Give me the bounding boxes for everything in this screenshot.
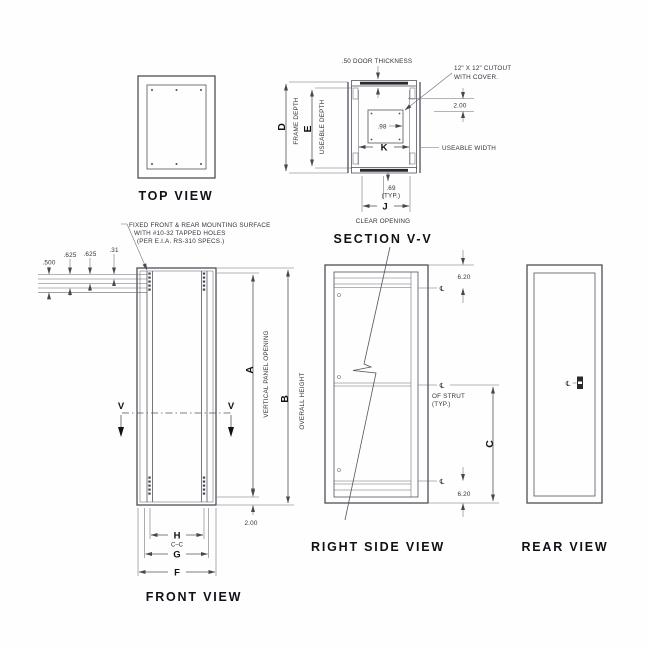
bottom-offset-dim: 6.20 [457, 491, 471, 498]
rear-view-door [534, 273, 595, 496]
centerline-symbol-bottom: ℄ [439, 478, 445, 486]
mounting-note-line3: (PER E.I.A. RS-310 SPECS.) [137, 238, 225, 245]
rear-view [521, 265, 608, 554]
strut-note-line2: (TYP.) [432, 401, 451, 408]
panel-opening-dim-letter: A [244, 366, 256, 374]
dim-31: .31 [109, 247, 119, 254]
frame-depth-dim-letter: D [276, 123, 288, 131]
section-view [276, 58, 511, 246]
top-view [138, 76, 215, 203]
dim-625-b: .625 [83, 251, 97, 258]
right-side-view [311, 247, 499, 554]
strut-span-dim-letter: C [484, 440, 496, 448]
top-view-title: TOP VIEW [138, 189, 214, 203]
clear-opening-dim-letter: J [382, 201, 388, 213]
frame-depth-label: FRAME DEPTH [293, 97, 300, 145]
rear-view-title: REAR VIEW [521, 540, 609, 554]
dim-625-a: .625 [63, 252, 77, 259]
section-cut-label-right: V [227, 401, 235, 412]
clear-opening-label: CLEAR OPENING [355, 218, 411, 225]
front-view-title: FRONT VIEW [145, 590, 243, 604]
mounting-note-line1: FIXED FRONT & REAR MOUNTING SURFACE [129, 222, 271, 229]
overall-height-dim-letter: B [279, 395, 291, 403]
right-side-view-title: RIGHT SIDE VIEW [311, 540, 445, 554]
centerline-symbol-rear: ℄ [565, 380, 571, 388]
rail-gap-dim: .69 [386, 185, 396, 192]
cutout-note-line2: WITH COVER. [454, 74, 499, 81]
top-offset-dim: 6.20 [457, 274, 471, 281]
useable-depth-dim-letter: E [302, 125, 314, 133]
useable-depth-label: USEABLE DEPTH [319, 99, 326, 155]
section-cut-label-left: V [117, 401, 125, 412]
strut-note-line1: OF STRUT [432, 393, 466, 400]
right-side-panel [334, 272, 418, 497]
centerline-symbol-mid: ℄ [439, 382, 445, 390]
cutout-note-line1: 12" X 12" CUTOUT [454, 65, 512, 72]
mounting-note-line2: WITH #10-32 TAPPED HOLES [134, 230, 226, 237]
dim-h-cc: C–C [170, 542, 184, 549]
rail-gap-typ: (TYP.) [381, 192, 401, 200]
front-view [38, 222, 306, 604]
right-side-outer-frame [325, 265, 428, 503]
cutout-offset-dim: 2.00 [453, 102, 467, 110]
top-view-inner-frame [147, 85, 206, 169]
bottom-offset-dim: 2.00 [244, 520, 258, 527]
top-view-outer-frame [138, 76, 215, 178]
useable-width-label: USEABLE WIDTH [442, 145, 497, 152]
front-view-inner-frame [140, 271, 213, 502]
cutout-inset-dim: .98 [377, 123, 387, 131]
rear-latch-band [578, 382, 582, 385]
useable-width-dim-letter: K [380, 142, 388, 154]
door-thickness-note: .50 DOOR THICKNESS [341, 58, 413, 65]
dim-h-letter: H [173, 530, 181, 542]
dim-f-letter: F [174, 567, 180, 579]
overall-height-label: OVERALL HEIGHT [299, 372, 306, 430]
dim-500: .500 [42, 259, 56, 267]
centerline-symbol-top: ℄ [439, 285, 445, 293]
dim-g-letter: G [173, 549, 181, 561]
rail-holes [148, 273, 205, 495]
front-view-outer-frame [137, 268, 216, 505]
section-view-title: SECTION V-V [333, 232, 433, 246]
rear-view-outer-frame [527, 265, 602, 503]
panel-opening-label: VERTICAL PANEL OPENING [263, 330, 270, 418]
section-break-line [345, 247, 390, 520]
